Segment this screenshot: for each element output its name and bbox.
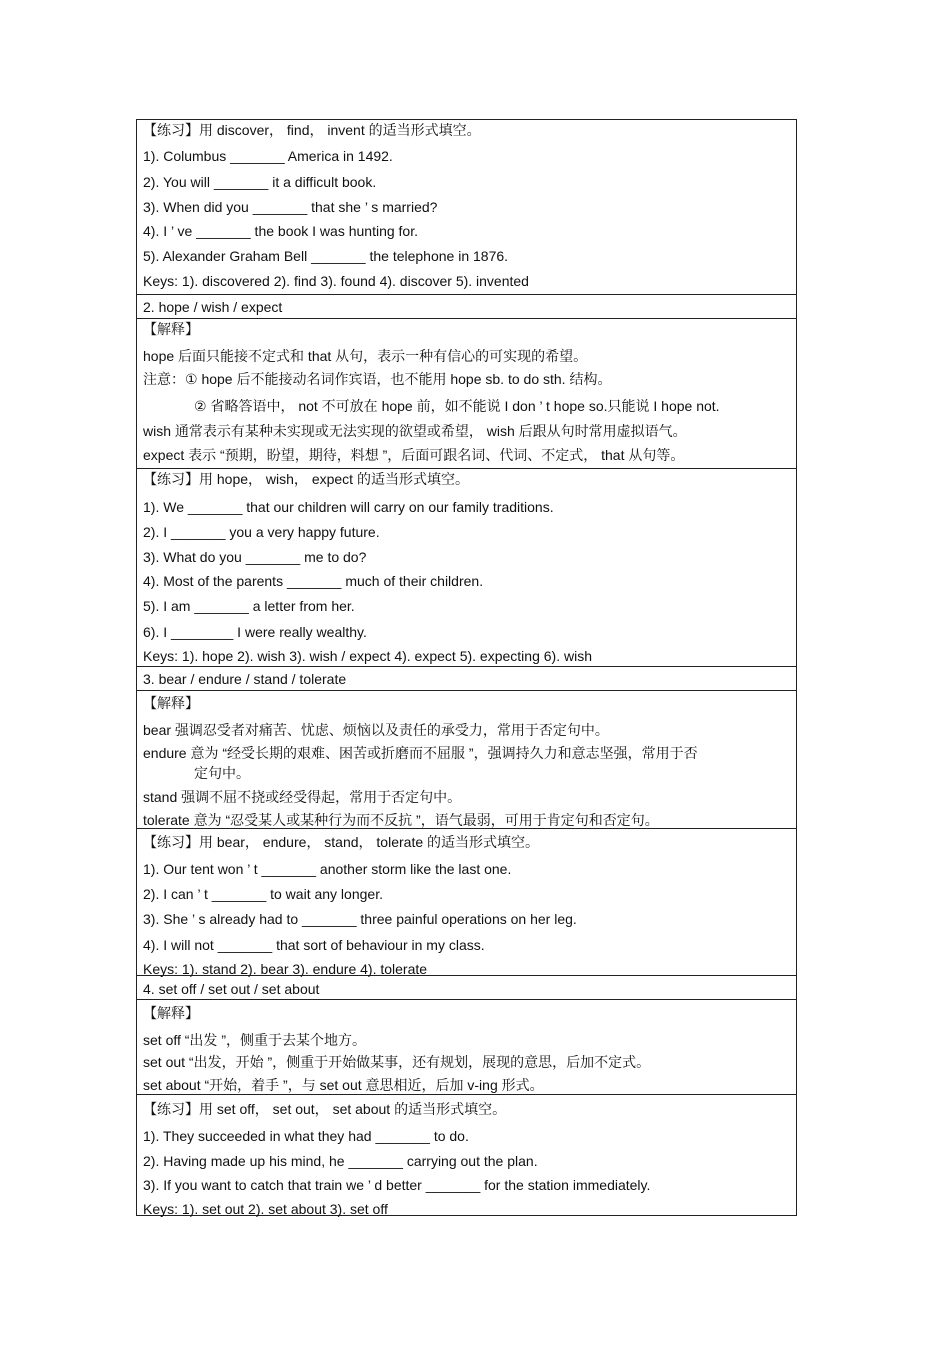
question-line: 3). She ’ s already had to _______ three painful operations on her leg. <box>143 911 577 927</box>
section-heading: 3. bear / endure / stand / tolerate <box>143 671 347 687</box>
question-line: 6). I ________ I were really wealthy. <box>143 624 367 640</box>
explanation-line: bear 强调忍受者对痛苦、忧虑、烦恼以及责任的承受力，常用于否定句中。 <box>143 722 609 738</box>
question-line: 3). If you want to catch that train we ’ d better _______ for the station immediately. <box>143 1177 651 1193</box>
answer-keys: Keys: 1). stand 2). bear 3). endure 4). tolerate <box>143 961 428 977</box>
exercise-discover-find-invent <box>137 120 796 294</box>
document-table <box>136 119 797 1216</box>
question-line: 3). When did you _______ that she ’ s married? <box>143 199 438 215</box>
exercise-hope-wish-expect <box>137 468 796 667</box>
exercise-heading: 【练习】用 set off， set out， set about 的适当形式填空。 <box>143 1101 507 1117</box>
explanation-line: tolerate 意为 “忍受某人或某种行为而不反抗 ”，语气最弱，可用于肯定句和否定句。 <box>143 812 659 828</box>
question-line: 2). You will _______ it a difficult book. <box>143 174 377 190</box>
exercise-set-off-out-about <box>137 1094 796 1216</box>
answer-keys: Keys: 1). discovered 2). find 3). found 4). discover 5). invented <box>143 273 529 289</box>
section-heading-bear-endure-stand-tolerate <box>137 666 796 691</box>
question-line: 4). I ’ ve _______ the book I was hunting for. <box>143 223 418 239</box>
question-line: 5). I am _______ a letter from her. <box>143 598 355 614</box>
exercise-bear-endure-stand-tolerate <box>137 828 796 976</box>
question-line: 2). I _______ you a very happy future. <box>143 524 380 540</box>
question-line: 2). I can ’ t _______ to wait any longer. <box>143 886 383 902</box>
exercise-heading: 【练习】用 bear， endure， stand， tolerate 的适当形式填空。 <box>143 834 540 850</box>
question-line: 2). Having made up his mind, he _______ carrying out the plan. <box>143 1153 538 1169</box>
question-line: 1). Columbus _______ America in 1492. <box>143 148 393 164</box>
explanation-hope-wish-expect <box>137 318 796 469</box>
explanation-line: set about “开始，着手 ”，与 set out 意思相近，后加 v-ing 形式。 <box>143 1077 544 1093</box>
explanation-line: endure 意为 “经受长期的艰难、困苦或折磨而不屈服 ”，强调持久力和意志坚强，常用于否 <box>143 745 698 761</box>
answer-keys: Keys: 1). set out 2). set about 3). set off <box>143 1201 388 1217</box>
explanation-heading: 【解释】 <box>143 321 199 337</box>
explanation-line: ② 省略答语中， not 不可放在 hope 前，如不能说 I don ’ t hope so.只能说 I hope not. <box>194 398 720 414</box>
explanation-line: set off “出发 ”，侧重于去某个地方。 <box>143 1032 366 1048</box>
question-line: 5). Alexander Graham Bell _______ the telephone in 1876. <box>143 248 509 264</box>
explanation-line: hope 后面只能接不定式和 that 从句，表示一种有信心的可实现的希望。 <box>143 348 588 364</box>
exercise-heading: 【练习】用 discover， find， invent 的适当形式填空。 <box>143 122 481 138</box>
explanation-line: wish 通常表示有某种未实现或无法实现的欲望或希望， wish 后跟从句时常用虚拟语气。 <box>143 423 687 439</box>
explanation-bear-endure-stand-tolerate <box>137 690 796 829</box>
explanation-line: 定句中。 <box>194 765 250 781</box>
exercise-heading: 【练习】用 hope， wish， expect 的适当形式填空。 <box>143 471 469 487</box>
answer-keys: Keys: 1). hope 2). wish 3). wish / expect 4). expect 5). expecting 6). wish <box>143 648 592 664</box>
section-heading: 2. hope / wish / expect <box>143 299 283 315</box>
explanation-heading: 【解释】 <box>143 1005 199 1021</box>
explanation-line: set out “出发，开始 ”，侧重于开始做某事，还有规划，展现的意思，后加不定式。 <box>143 1054 651 1070</box>
question-line: 1). They succeeded in what they had _______ to do. <box>143 1128 469 1144</box>
section-heading: 4. set off / set out / set about <box>143 981 320 997</box>
explanation-heading: 【解释】 <box>143 695 199 711</box>
question-line: 3). What do you _______ me to do? <box>143 549 367 565</box>
explanation-line: expect 表示 “预期，盼望，期待，料想 ”，后面可跟名词、代词、不定式， that 从句等。 <box>143 447 685 463</box>
question-line: 1). We _______ that our children will carry on our family traditions. <box>143 499 554 515</box>
question-line: 4). Most of the parents _______ much of their children. <box>143 573 484 589</box>
question-line: 4). I will not _______ that sort of behaviour in my class. <box>143 937 485 953</box>
question-line: 1). Our tent won ’ t _______ another storm like the last one. <box>143 861 512 877</box>
explanation-line: stand 强调不屈不挠或经受得起，常用于否定句中。 <box>143 789 462 805</box>
section-heading-hope-wish-expect <box>137 294 796 319</box>
section-heading-set-off-out-about <box>137 975 796 1000</box>
explanation-set-off-out-about <box>137 999 796 1095</box>
explanation-line: 注意：① hope 后不能接动名词作宾语，也不能用 hope sb. to do sth. 结构。 <box>143 371 612 387</box>
